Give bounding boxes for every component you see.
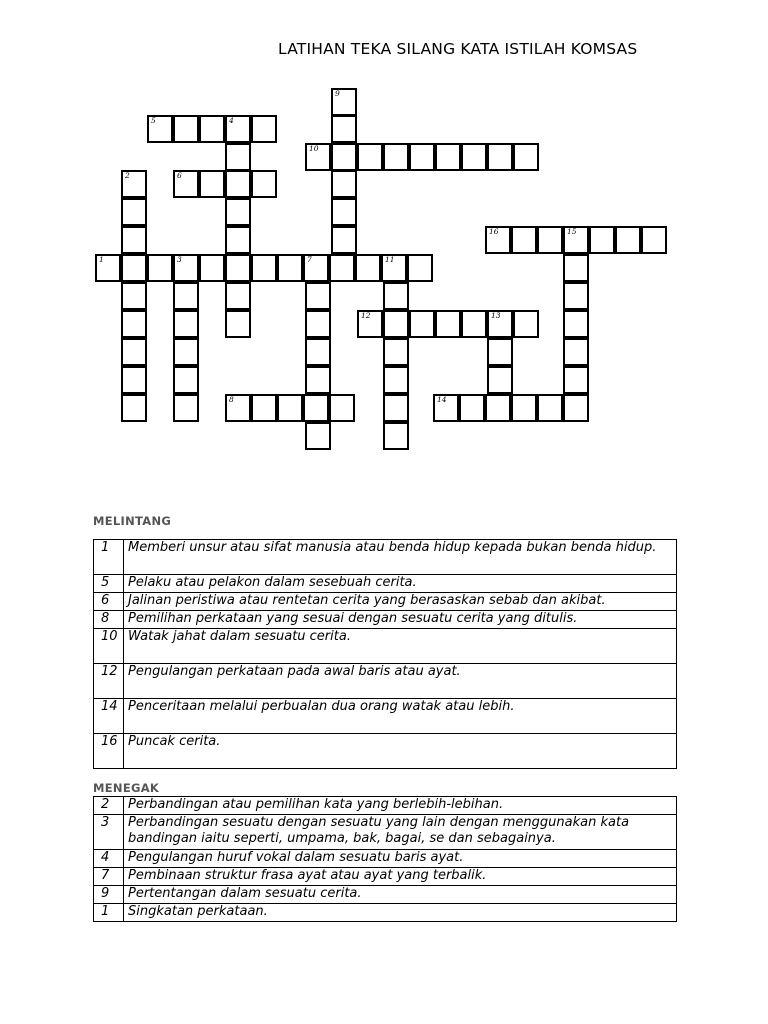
clue-number-label: 15	[567, 227, 577, 236]
clue-text: Pengulangan perkataan pada awal baris atau ayat.	[124, 664, 677, 699]
crossword-cell[interactable]	[331, 226, 357, 254]
crossword-cell[interactable]	[331, 170, 357, 198]
crossword-cell[interactable]	[305, 338, 331, 366]
crossword-cell[interactable]	[251, 394, 277, 422]
crossword-cell[interactable]	[251, 254, 277, 282]
table-row	[94, 629, 677, 664]
table-row	[94, 664, 677, 699]
crossword-cell[interactable]	[537, 226, 563, 254]
melintang-clue-table	[93, 539, 677, 769]
crossword-cell[interactable]	[305, 422, 331, 450]
crossword-cell[interactable]	[329, 254, 355, 282]
crossword-cell[interactable]	[513, 143, 539, 171]
clue-number-label: 12	[361, 311, 371, 320]
clue-text: Pertentangan dalam sesuatu cerita.	[124, 886, 677, 904]
crossword-cell[interactable]	[225, 198, 251, 226]
crossword-cell[interactable]	[407, 254, 433, 282]
clue-text: Perbandingan sesuatu dengan sesuatu yang lain dengan menggunakan kata bandingan iaitu seperti, umpama, bak, bagai, se dan sebagainya.	[124, 815, 677, 850]
clue-number: 7	[94, 868, 124, 886]
table-row	[94, 699, 677, 734]
clue-text: Puncak cerita.	[124, 734, 677, 769]
clue-number: 4	[94, 850, 124, 868]
page-title: LATIHAN TEKA SILANG KATA ISTILAH KOMSAS	[278, 40, 638, 58]
clue-number: 16	[94, 734, 124, 769]
crossword-cell[interactable]	[303, 394, 329, 422]
crossword-cell[interactable]	[409, 310, 435, 338]
clue-text: Singkatan perkataan.	[124, 904, 677, 922]
crossword-cell[interactable]	[121, 282, 147, 310]
clue-number-label: 7	[307, 255, 312, 264]
crossword-cell[interactable]	[563, 394, 589, 422]
clue-number: 5	[94, 575, 124, 593]
crossword-cell[interactable]	[225, 254, 251, 282]
crossword-cell[interactable]	[511, 226, 537, 254]
table-row	[94, 734, 677, 769]
clue-number: 2	[94, 797, 124, 815]
table-row	[94, 850, 677, 868]
clue-number-label: 14	[437, 395, 447, 404]
clue-text: Pelaku atau pelakon dalam sesebuah cerita.	[124, 575, 677, 593]
crossword-cell[interactable]	[383, 338, 409, 366]
crossword-cell[interactable]	[121, 394, 147, 422]
crossword-cell[interactable]	[435, 143, 461, 171]
clue-number: 14	[94, 699, 124, 734]
clue-number-label: 8	[229, 395, 234, 404]
clue-number: 10	[94, 629, 124, 664]
crossword-cell[interactable]	[355, 254, 381, 282]
crossword-cell[interactable]	[121, 338, 147, 366]
clue-text: Pengulangan huruf vokal dalam sesuatu baris ayat.	[124, 850, 677, 868]
clue-text: Penceritaan melalui perbualan dua orang watak atau lebih.	[124, 699, 677, 734]
crossword-cell[interactable]	[251, 170, 277, 198]
crossword-cell[interactable]	[487, 143, 513, 171]
crossword-cell[interactable]	[121, 310, 147, 338]
crossword-cell[interactable]	[225, 310, 251, 338]
crossword-grid	[0, 0, 768, 470]
clue-number: 3	[94, 815, 124, 850]
crossword-cell[interactable]	[589, 226, 615, 254]
clue-number-label: 5	[151, 116, 156, 125]
table-row	[94, 575, 677, 593]
clue-number-label: 13	[491, 311, 501, 320]
table-row	[94, 815, 677, 850]
crossword-cell[interactable]	[277, 394, 303, 422]
crossword-cell[interactable]	[331, 198, 357, 226]
crossword-cell[interactable]	[563, 310, 589, 338]
crossword-cell[interactable]	[383, 422, 409, 450]
clue-number: 6	[94, 593, 124, 611]
crossword-cell[interactable]	[383, 366, 409, 394]
clue-text: Memberi unsur atau sifat manusia atau benda hidup kepada bukan benda hidup.	[124, 540, 677, 575]
crossword-cell[interactable]	[487, 338, 513, 366]
crossword-cell[interactable]	[173, 310, 199, 338]
melintang-heading: MELINTANG	[93, 514, 172, 528]
clue-number-label: 9	[335, 89, 340, 98]
menegak-heading: MENEGAK	[93, 781, 160, 795]
crossword-cell[interactable]	[487, 366, 513, 394]
crossword-cell[interactable]	[305, 310, 331, 338]
crossword-cell[interactable]	[383, 143, 409, 171]
clue-number: 1	[94, 904, 124, 922]
crossword-cell[interactable]	[121, 198, 147, 226]
clue-text: Watak jahat dalam sesuatu cerita.	[124, 629, 677, 664]
crossword-cell[interactable]	[513, 310, 539, 338]
crossword-cell[interactable]	[357, 143, 383, 171]
crossword-cell[interactable]	[173, 366, 199, 394]
crossword-cell[interactable]	[121, 254, 147, 282]
clue-number: 1	[94, 540, 124, 575]
table-row	[94, 886, 677, 904]
crossword-cell[interactable]	[173, 115, 199, 143]
clue-number-label: 3	[177, 255, 182, 264]
crossword-cell[interactable]	[459, 394, 485, 422]
crossword-cell[interactable]	[461, 310, 487, 338]
table-row	[94, 540, 677, 575]
clue-text: Pemilihan perkataan yang sesuai dengan sesuatu cerita yang ditulis.	[124, 611, 677, 629]
clue-number: 8	[94, 611, 124, 629]
crossword-cell[interactable]	[225, 226, 251, 254]
crossword-cell[interactable]	[199, 170, 225, 198]
table-row	[94, 611, 677, 629]
crossword-cell[interactable]	[121, 366, 147, 394]
crossword-cell[interactable]	[173, 394, 199, 422]
crossword-cell[interactable]	[383, 310, 409, 338]
clue-number-label: 10	[309, 144, 319, 153]
clue-number-label: 11	[385, 255, 395, 264]
crossword-cell[interactable]	[485, 394, 511, 422]
crossword-cell[interactable]	[251, 115, 277, 143]
crossword-cell[interactable]	[199, 254, 225, 282]
clue-number-label: 16	[489, 227, 499, 236]
table-row	[94, 868, 677, 886]
crossword-cell[interactable]	[225, 143, 251, 171]
crossword-cell[interactable]	[511, 394, 537, 422]
crossword-cell[interactable]	[563, 254, 589, 282]
table-row	[94, 904, 677, 922]
crossword-cell[interactable]	[329, 394, 355, 422]
table-row	[94, 593, 677, 611]
crossword-cell[interactable]	[641, 226, 667, 254]
crossword-cell[interactable]	[199, 115, 225, 143]
table-row	[94, 797, 677, 815]
crossword-cell[interactable]	[563, 338, 589, 366]
crossword-cell[interactable]	[461, 143, 487, 171]
crossword-cell[interactable]	[331, 143, 357, 171]
crossword-cell[interactable]	[409, 143, 435, 171]
crossword-cell[interactable]	[383, 394, 409, 422]
crossword-cell[interactable]	[225, 282, 251, 310]
crossword-cell[interactable]	[305, 282, 331, 310]
clue-number-label: 2	[125, 171, 130, 180]
crossword-cell[interactable]	[563, 366, 589, 394]
crossword-cell[interactable]	[173, 282, 199, 310]
crossword-cell[interactable]	[277, 254, 303, 282]
crossword-cell[interactable]	[225, 170, 251, 198]
crossword-cell[interactable]	[147, 254, 173, 282]
crossword-cell[interactable]	[615, 226, 641, 254]
clue-text: Pembinaan struktur frasa ayat atau ayat yang terbalik.	[124, 868, 677, 886]
menegak-clue-table	[93, 796, 677, 922]
clue-number: 12	[94, 664, 124, 699]
crossword-cell[interactable]	[435, 310, 461, 338]
clue-text: Jalinan peristiwa atau rentetan cerita yang berasaskan sebab dan akibat.	[124, 593, 677, 611]
crossword-cell[interactable]	[537, 394, 563, 422]
clue-number-label: 6	[177, 171, 182, 180]
clue-number-label: 1	[99, 255, 104, 264]
crossword-cell[interactable]	[173, 338, 199, 366]
clue-number: 9	[94, 886, 124, 904]
crossword-cell[interactable]	[383, 282, 409, 310]
crossword-cell[interactable]	[331, 115, 357, 143]
clue-text: Perbandingan atau pemilihan kata yang berlebih-lebihan.	[124, 797, 677, 815]
clue-number-label: 4	[229, 116, 234, 125]
crossword-cell[interactable]	[305, 366, 331, 394]
crossword-cell[interactable]	[563, 282, 589, 310]
crossword-cell[interactable]	[121, 226, 147, 254]
